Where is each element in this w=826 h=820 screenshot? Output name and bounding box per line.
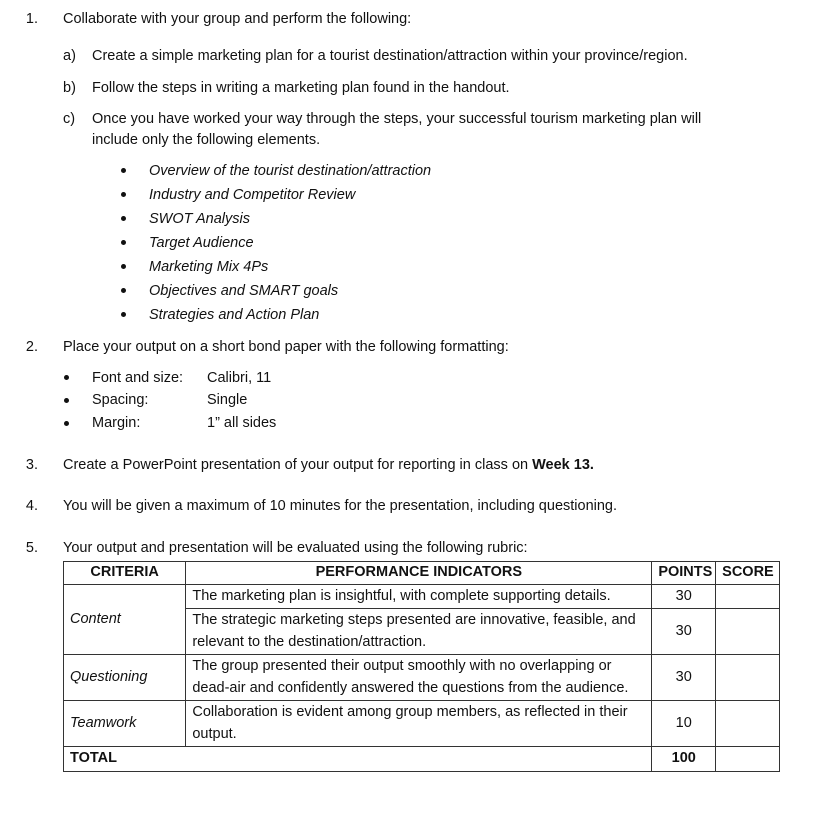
element-item: Overview of the tourist destination/attraction <box>149 163 432 179</box>
item-4-number: 4. <box>25 498 38 514</box>
item-1-text: Collaborate with your group and perform the following: <box>63 11 412 27</box>
criteria-cell: Content <box>64 584 186 655</box>
item-1c-line-2: include only the following elements. <box>92 132 321 148</box>
indicator-cell: The strategic marketing steps presented are innovative, feasible, and relevant to the destination/attraction. <box>186 609 652 655</box>
element-item: Strategies and Action Plan <box>149 307 320 323</box>
bullet-icon <box>121 312 126 317</box>
bullet-icon <box>64 398 69 403</box>
element-item: Marketing Mix 4Ps <box>149 259 269 275</box>
item-5-number: 5. <box>25 540 38 556</box>
item-2-number: 2. <box>25 339 38 355</box>
indicator-cell: The marketing plan is insightful, with complete supporting details. <box>186 584 652 609</box>
item-4-text: You will be given a maximum of 10 minutes for the presentation, including questioning. <box>63 498 618 514</box>
item-3-text: Create a PowerPoint presentation of your output for reporting in class on Week 13. <box>63 457 594 473</box>
bullet-icon <box>64 375 69 380</box>
item-1b-letter: b) <box>63 80 76 96</box>
item-1c-letter: c) <box>63 111 76 127</box>
bullet-icon <box>121 216 126 221</box>
format-label: Margin: <box>92 415 141 431</box>
score-cell <box>716 609 780 655</box>
bullet-icon <box>121 168 126 173</box>
table-row <box>64 701 780 747</box>
total-label: TOTAL <box>64 747 652 772</box>
points-cell: 30 <box>652 609 716 655</box>
item-3-week: Week 13. <box>532 457 594 473</box>
item-1a-text: Create a simple marketing plan for a tourist destination/attraction within your province/region. <box>92 48 688 64</box>
total-points: 100 <box>652 747 716 772</box>
item-1b-text: Follow the steps in writing a marketing plan found in the handout. <box>92 80 510 96</box>
item-2-text: Place your output on a short bond paper with the following formatting: <box>63 339 509 355</box>
format-value: Single <box>207 392 248 408</box>
total-row <box>64 747 780 772</box>
element-item: SWOT Analysis <box>149 211 250 227</box>
element-item: Target Audience <box>149 235 254 251</box>
table-row <box>64 584 780 609</box>
total-score-cell <box>716 747 780 772</box>
rubric-header-row <box>64 562 780 585</box>
element-item: Objectives and SMART goals <box>149 283 339 299</box>
score-cell <box>716 701 780 747</box>
criteria-cell: Questioning <box>64 655 186 701</box>
table-row <box>64 655 780 701</box>
header-points: POINTS <box>652 562 716 585</box>
header-criteria: CRITERIA <box>64 562 186 585</box>
indicator-cell: Collaboration is evident among group members, as reflected in their output. <box>186 701 652 747</box>
header-indicators: PERFORMANCE INDICATORS <box>186 562 652 585</box>
bullet-icon <box>121 192 126 197</box>
item-5-text: Your output and presentation will be evaluated using the following rubric: <box>63 540 528 556</box>
rubric-table <box>63 561 780 772</box>
format-label: Spacing: <box>92 392 149 408</box>
format-value: 1” all sides <box>207 415 277 431</box>
bullet-icon <box>64 421 69 426</box>
points-cell: 10 <box>652 701 716 747</box>
format-value: Calibri, 11 <box>207 370 272 386</box>
score-cell <box>716 655 780 701</box>
indicator-cell: The group presented their output smoothly with no overlapping or dead-air and confidently answered the questions from the audience. <box>186 655 652 701</box>
item-1c-line-1: Once you have worked your way through the steps, your successful tourism marketing plan will <box>92 111 702 127</box>
item-1a-letter: a) <box>63 48 76 64</box>
format-label: Font and size: <box>92 370 184 386</box>
criteria-cell: Teamwork <box>64 701 186 747</box>
score-cell <box>716 584 780 609</box>
element-item: Industry and Competitor Review <box>149 187 356 203</box>
bullet-icon <box>121 264 126 269</box>
bullet-icon <box>121 288 126 293</box>
points-cell: 30 <box>652 584 716 609</box>
item-3-number: 3. <box>25 457 38 473</box>
bullet-icon <box>121 240 126 245</box>
header-score: SCORE <box>716 562 780 585</box>
item-1-number: 1. <box>25 11 38 27</box>
points-cell: 30 <box>652 655 716 701</box>
